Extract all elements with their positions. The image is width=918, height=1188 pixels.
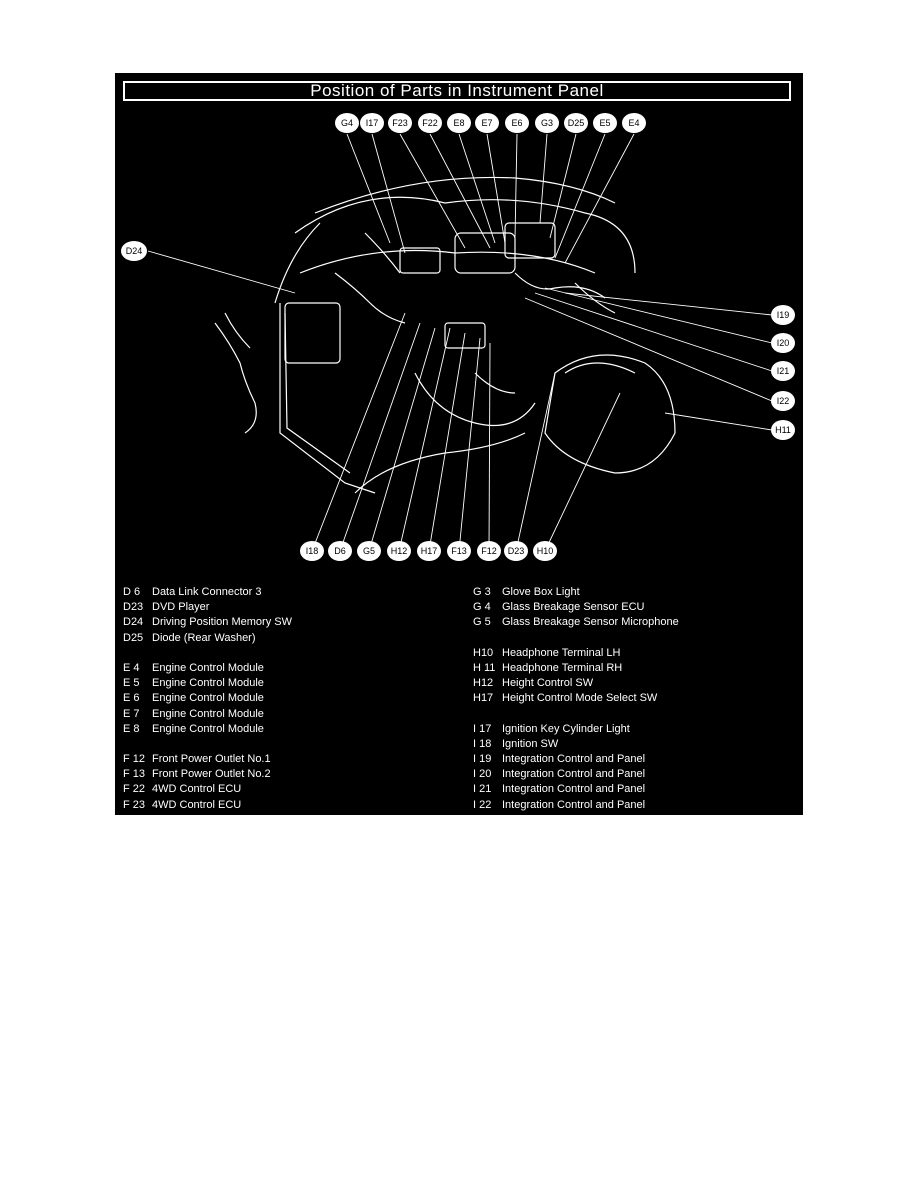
legend-row	[473, 676, 803, 691]
legend-row	[473, 782, 803, 797]
part-name: Engine Control Module	[152, 692, 264, 705]
legend-row	[473, 661, 803, 676]
legend-row	[473, 798, 803, 813]
callouts-bottom	[300, 541, 557, 561]
callout-G4	[335, 113, 359, 133]
callout-H11	[771, 420, 795, 440]
part-name: 4WD Control ECU	[152, 783, 242, 796]
callout-E8	[447, 113, 471, 133]
part-code: G 3	[473, 586, 491, 598]
callout-D24	[121, 241, 147, 261]
part-code: G 5	[473, 616, 491, 629]
part-code: H12	[473, 677, 494, 690]
dashboard-drawing	[215, 177, 675, 493]
svg-text:E5: E5	[599, 118, 611, 128]
legend-spacer	[473, 707, 803, 722]
part-name: 4WD Control ECU	[152, 798, 242, 811]
legend-row	[473, 737, 803, 752]
callout-D23	[504, 541, 528, 561]
legend-spacer	[473, 631, 803, 646]
part-code: E 4	[123, 661, 140, 674]
part-code: F 22	[123, 783, 146, 796]
svg-text:E6: E6	[511, 118, 523, 128]
callout-G3	[535, 113, 559, 133]
part-code: D23	[123, 601, 144, 614]
svg-text:F22: F22	[422, 118, 438, 128]
svg-text:G3: G3	[540, 118, 554, 128]
part-name: Ignition SW	[502, 737, 559, 750]
svg-text:E7: E7	[481, 118, 493, 128]
svg-text:D23: D23	[507, 546, 525, 556]
legend-row	[123, 798, 463, 813]
svg-text:I17: I17	[365, 118, 379, 128]
part-code: E 5	[123, 677, 140, 690]
part-code: D24	[123, 616, 144, 629]
part-name: Glove Box Light	[502, 586, 580, 598]
part-name: Ignition Key Cylinder Light	[502, 722, 630, 735]
part-name: Integration Control and Panel	[502, 798, 646, 811]
part-name: Data Link Connector 3	[152, 586, 262, 598]
part-code: I 20	[473, 768, 492, 781]
callout-I18	[300, 541, 324, 561]
callouts-top	[335, 113, 646, 133]
svg-text:G5: G5	[362, 546, 376, 556]
part-name: Integration Control and Panel	[502, 783, 646, 796]
part-name: Engine Control Module	[152, 707, 264, 720]
callout-F23	[388, 113, 412, 133]
legend-row	[473, 752, 803, 767]
callout-H10	[533, 541, 557, 561]
page-title: Position of Parts in Instrument Panel	[123, 81, 791, 101]
svg-text:I20: I20	[776, 338, 790, 348]
diagram-panel	[115, 73, 803, 815]
legend-row	[473, 691, 803, 706]
legend-row	[123, 676, 463, 691]
instrument-panel-diagram	[115, 73, 803, 573]
part-code: I 17	[473, 722, 492, 735]
svg-text:F12: F12	[481, 546, 497, 556]
part-code: E 8	[123, 722, 140, 735]
legend-row	[473, 646, 803, 661]
part-name: Front Power Outlet No.1	[152, 753, 271, 766]
part-name: Engine Control Module	[152, 661, 264, 674]
callout-I22	[771, 391, 795, 411]
callouts-right	[771, 305, 795, 440]
part-name: Height Control SW	[502, 677, 594, 690]
legend-row	[123, 600, 463, 615]
legend-row	[473, 615, 803, 630]
part-code: G 4	[473, 601, 491, 614]
leader-lines	[148, 134, 772, 551]
part-name: Engine Control Module	[152, 722, 264, 735]
part-name: Driving Position Memory SW	[152, 616, 292, 629]
svg-text:H17: H17	[420, 546, 438, 556]
callout-H12	[387, 541, 411, 561]
svg-text:D6: D6	[334, 546, 346, 556]
part-code: F 12	[123, 753, 146, 766]
legend-row	[123, 752, 463, 767]
callout-F13	[447, 541, 471, 561]
svg-text:H10: H10	[536, 546, 554, 556]
part-code: H17	[473, 692, 494, 705]
legend-row	[123, 661, 463, 676]
svg-text:H12: H12	[390, 546, 408, 556]
part-code: I 21	[473, 783, 492, 796]
svg-text:I19: I19	[776, 310, 790, 320]
callout-I20	[771, 333, 795, 353]
callout-I21	[771, 361, 795, 381]
callout-F12	[477, 541, 501, 561]
part-code: I 22	[473, 798, 492, 811]
legend-row	[123, 615, 463, 630]
part-name: Diode (Rear Washer)	[152, 631, 256, 644]
svg-text:E4: E4	[628, 118, 640, 128]
part-code: F 13	[123, 768, 146, 781]
part-code: F 23	[123, 798, 146, 811]
svg-text:G4: G4	[340, 118, 354, 128]
callout-E6	[505, 113, 529, 133]
callout-E7	[475, 113, 499, 133]
legend-row	[123, 707, 463, 722]
part-code: I 18	[473, 737, 492, 750]
callout-G5	[357, 541, 381, 561]
part-name: Engine Control Module	[152, 677, 264, 690]
part-code: H10	[473, 646, 494, 659]
part-name: Integration Control and Panel	[502, 768, 646, 781]
callout-D25	[564, 113, 588, 133]
callout-I17	[360, 113, 384, 133]
svg-text:D25: D25	[567, 118, 585, 128]
legend-row	[123, 722, 463, 737]
part-code: D 6	[123, 586, 141, 598]
legend-column-right	[473, 585, 803, 813]
part-name: Integration Control and Panel	[502, 753, 646, 766]
part-name: Front Power Outlet No.2	[152, 768, 271, 781]
part-name: DVD Player	[152, 601, 210, 614]
callout-D6	[328, 541, 352, 561]
legend-row	[123, 631, 463, 646]
part-code: D25	[123, 631, 144, 644]
svg-text:H11: H11	[775, 425, 791, 435]
callout-H17	[417, 541, 441, 561]
part-code: H 11	[473, 661, 496, 674]
legend-row	[123, 691, 463, 706]
svg-text:I22: I22	[776, 396, 790, 406]
legend-spacer	[123, 646, 463, 661]
legend-row	[123, 782, 463, 797]
part-name: Glass Breakage Sensor Microphone	[502, 616, 679, 629]
svg-text:F23: F23	[392, 118, 408, 128]
legend-row	[473, 767, 803, 782]
svg-text:I18: I18	[305, 546, 319, 556]
legend-row	[473, 722, 803, 737]
callout-E4	[622, 113, 646, 133]
part-name: Headphone Terminal LH	[502, 646, 621, 659]
svg-text:I21: I21	[776, 366, 790, 376]
legend-column-left	[123, 585, 463, 813]
callouts-left	[121, 241, 147, 261]
legend-row	[473, 600, 803, 615]
part-code: E 7	[123, 707, 140, 720]
callout-E5	[593, 113, 617, 133]
part-code: I 19	[473, 753, 492, 766]
part-code: E 6	[123, 692, 140, 705]
legend-row	[123, 585, 463, 600]
callout-I19	[771, 305, 795, 325]
callout-F22	[418, 113, 442, 133]
svg-text:F13: F13	[451, 546, 467, 556]
svg-text:D24: D24	[125, 246, 143, 256]
part-name: Headphone Terminal RH	[502, 661, 623, 674]
legend-row	[473, 585, 803, 600]
part-name: Height Control Mode Select SW	[502, 692, 658, 705]
legend-spacer	[123, 737, 463, 752]
svg-text:E8: E8	[453, 118, 465, 128]
part-name: Glass Breakage Sensor ECU	[502, 601, 645, 614]
legend-row	[123, 767, 463, 782]
